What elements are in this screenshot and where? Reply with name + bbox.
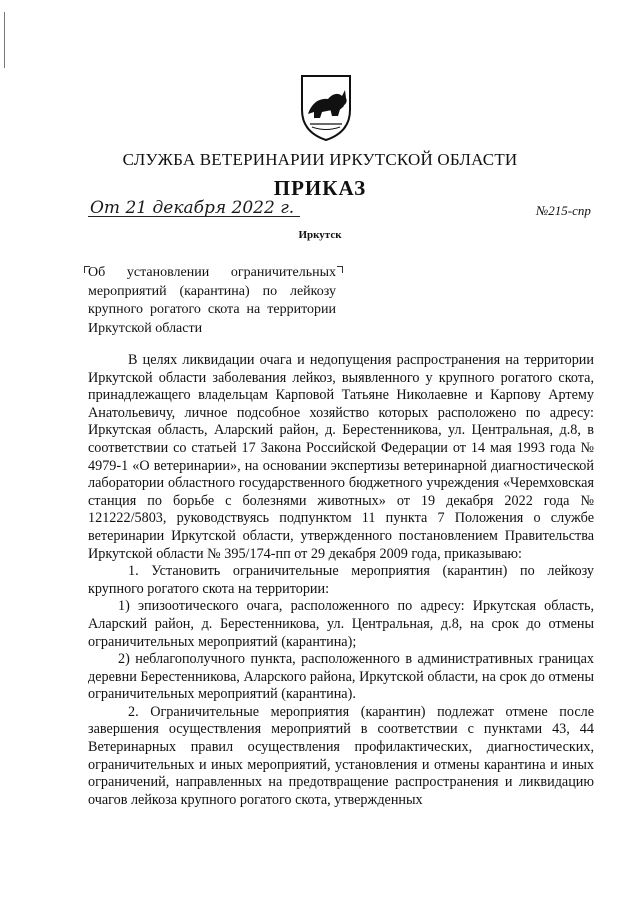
coat-of-arms-icon: [298, 72, 354, 142]
paragraph-subitem-2: 2) неблагополучного пункта, расположенного в административных границах деревни Берестенникова, Аларского района, Иркутской области, на срок до отмены ограничительных мероприятий (карантина).: [88, 651, 594, 703]
subject-block: Об установлении ограничительных мероприятий (карантина) по лейкозу крупного рогатого скота на территории Иркутской области: [88, 265, 336, 336]
paragraph-subitem-1: 1) эпизоотического очага, расположенного по адресу: Иркутская область, Аларский район, д. Берестенникова, ул. Центральная, д.8, на срок до отмены ограничительных мероприятий (карантина);: [88, 598, 594, 650]
document-body: [88, 352, 594, 809]
document-number: №215-спр: [536, 203, 591, 218]
handwritten-date: От 21 декабря 2022 г.: [90, 198, 295, 218]
paragraph-item-1: 1. Установить ограничительные мероприятия (карантин) по лейкозу крупного рогатого скота на территории:: [88, 563, 594, 597]
paragraph-item-2: 2. Ограничительные мероприятия (карантин) подлежат отмене после завершения осуществления мероприятий в соответствии с пунктами 43, 44 Ветеринарных правил осуществления профилактических, диагностических, ограничительных и иных мероприятий, установления и отмены карантина и иных ограничений, направленных на предотвращение распространения и ликвидацию очагов лейкоза крупного рогатого скота, утвержденных: [88, 703, 594, 808]
scan-edge-mark: [4, 12, 5, 68]
subject-bracket-right: [337, 266, 343, 273]
paragraph-preamble: В целях ликвидации очага и недопущения распространения на территории Иркутской области заболевания лейкоз, выявленного у крупного рогатого скота, принадлежащего владельцам Карповой Татьяне Николаевне и Карпову Артему Анатольевичу, личное подсобное хозяйство которых расположено по адресу: Иркутская область, Аларский район, д. Берестенникова, ул. Центральная, д.8, в соответствии со статьей 17 Закона Российской Федерации от 14 мая 1993 года № 4979-1 «О ветеринарии», на основании экспертизы ветеринарной диагностической лаборатории областного государственного бюджетного учреждения «Черемховская станция по борьбе с болезнями животных» от 19 декабря 2022 года № 121222/5803, руководствуясь подпунктом 11 пункта 7 Положения о службе ветеринарии Иркутской области, утвержденного постановлением Правительства Иркутской области № 395/174-пп от 29 декабря 2009 года, приказываю:: [88, 352, 594, 562]
date-underline: [88, 216, 300, 217]
issue-city: Иркутск: [298, 229, 342, 241]
organization-title: СЛУЖБА ВЕТЕРИНАРИИ ИРКУТСКОЙ ОБЛАСТИ: [122, 150, 518, 169]
document-type-heading: ПРИКАЗ: [273, 176, 367, 200]
